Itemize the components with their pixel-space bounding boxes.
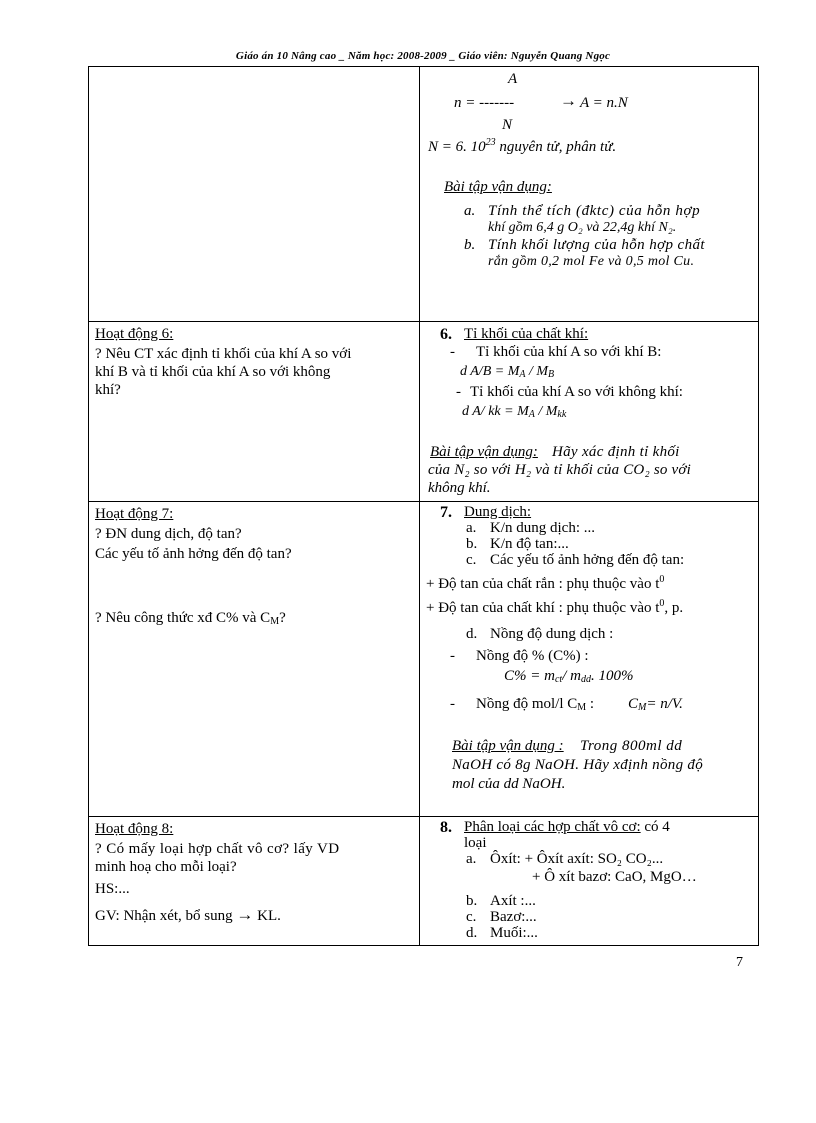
item-d-label: d.	[466, 925, 478, 941]
acid: Axít :...	[490, 893, 536, 909]
exercise-line2: NaOH có 8g NaOH. Hãy xđịnh nồng độ	[452, 757, 704, 773]
exercise-line3: không khí.	[428, 480, 491, 496]
item-b-text: K/n độ tan:...	[490, 536, 569, 552]
activity8-question-line2: minh hoạ cho mỗi loại?	[95, 859, 237, 875]
left-cell-activity8	[89, 817, 420, 946]
right-cell-inorganic	[420, 817, 759, 946]
table-row-mole	[89, 67, 759, 322]
percent-concentration-formula: $C\% = m_{ct}/$ $m_{dd}$. 100%	[504, 668, 634, 685]
activity7-title: Hoạt động 7:	[95, 506, 174, 522]
activity6-title: Hoạt động 6:	[95, 326, 174, 342]
teacher-note: GV: Nhận xét, bổ sung → KL.	[95, 905, 281, 924]
exercise-title: Bài tập vận dụng:	[430, 444, 538, 460]
exercise-b-line2: rắn gồm 0,2 mol Fe và 0,5 mol Cu.	[488, 254, 695, 269]
exercise-a-line2: khí gồm 6,4 g O₂ và 22,4g khí N₂.	[488, 220, 677, 235]
oxide-base: + Ô xít bazơ: CaO, MgO…	[532, 869, 697, 885]
exercise-line1: Hãy xác định tỉ khối	[552, 444, 680, 460]
exercise-line2: của N₂ so với H₂ và tỉ khối của CO₂ so với	[428, 462, 691, 478]
lesson-table	[88, 66, 759, 946]
activity6-question-line1: ? Nêu CT xác định tỉ khối của khí A so với	[95, 346, 352, 362]
molar-concentration-label: Nồng độ mol/l $C_M$ :	[476, 696, 595, 713]
formula-denominator: N	[502, 117, 513, 133]
exercise-title: Bài tập vận dụng:	[444, 179, 552, 195]
page-header: Giáo án 10 Nâng cao _ Năm học: 2008-2009 _ Giáo viên: Nguyễn Quang Ngọc	[235, 50, 611, 62]
percent-concentration-label: Nồng độ % (C%) :	[476, 648, 589, 664]
table-row-solution	[89, 502, 759, 817]
solid-solubility: + Độ tan của chất rắn : phụ thuộc vào $t^0$	[426, 574, 665, 592]
activity6-question-line2: khí B và tỉ khối của khí A so với không	[95, 364, 331, 380]
density-air-formula: d A/ kk = $M_A / M_{kk}$	[462, 404, 567, 420]
activity8-question-line1: ? Có mấy loại hợp chất vô cơ? lấy VD	[95, 841, 340, 857]
exercise-title: Bài tập vận dụng :	[452, 738, 564, 754]
formula-numerator: A	[508, 71, 518, 87]
avogadro-number: N = 6. $10^{23}$ nguyên tử, phân tử.	[428, 137, 617, 155]
activity6-question-line3: khí?	[95, 382, 121, 398]
molar-concentration-formula: $C_M= n/V$.	[628, 696, 683, 713]
section6-number: 6.	[440, 326, 452, 343]
section6-title: Tỉ khối của chất khí:	[464, 326, 589, 342]
activity7-question2: Các yếu tố ảnh hởng đến độ tan?	[95, 546, 292, 562]
section8-title: Phân loại các hợp chất vô cơ: có 4	[464, 819, 670, 835]
left-cell-activity6	[89, 322, 420, 502]
dash: -	[450, 648, 455, 664]
section8-title-line2: loại	[464, 835, 487, 851]
gas-solubility: + Độ tan của chất khí : phụ thuộc vào $t^0$, p.	[426, 598, 684, 616]
left-cell-empty	[89, 67, 420, 322]
exercise-a-label: a.	[464, 203, 476, 219]
salt: Muối:...	[490, 925, 538, 941]
density-ab-label: Tỉ khối của khí A so với khí B:	[476, 344, 662, 360]
item-a-label: a.	[466, 851, 477, 867]
student-answer: HS:...	[95, 881, 130, 897]
page-number: 7	[736, 955, 743, 970]
exercise-line1: Trong 800ml dd	[580, 738, 683, 754]
dash: -	[456, 384, 461, 400]
exercise-line3: mol của dd NaOH.	[452, 776, 566, 792]
item-b-label: b.	[466, 893, 478, 909]
table-row-inorganic	[89, 817, 759, 946]
item-a-text: K/n dung dịch: ...	[490, 520, 595, 536]
dash: -	[450, 696, 455, 712]
item-c-text: Các yếu tố ảnh hởng đến độ tan:	[490, 552, 685, 568]
item-d-label: d.	[466, 626, 478, 642]
right-cell-density	[420, 322, 759, 502]
base: Bazơ:...	[490, 909, 537, 925]
density-air-label: Tỉ khối của khí A so với không khí:	[470, 384, 683, 400]
activity8-title: Hoạt động 8:	[95, 821, 174, 837]
section7-number: 7.	[440, 504, 452, 521]
item-a-label: a.	[466, 520, 477, 536]
right-cell-solution	[420, 502, 759, 817]
left-cell-activity7	[89, 502, 420, 817]
arrow-right-icon: →	[236, 905, 254, 924]
arrow-right-icon: →	[560, 91, 577, 110]
item-c-label: c.	[466, 909, 477, 925]
density-ab-formula: d $A/B = M_A / M_B$	[460, 364, 555, 380]
activity7-question3: ? Nêu công thức xđ C% và $C_M$?	[95, 610, 286, 627]
item-b-label: b.	[466, 536, 478, 552]
exercise-b-line1: Tính khối lượng của hỗn hợp chất	[488, 237, 705, 253]
exercise-b-label: b.	[464, 237, 476, 253]
activity7-question1: ? ĐN dung dịch, độ tan?	[95, 526, 242, 542]
dash: -	[450, 344, 455, 360]
section8-number: 8.	[440, 819, 452, 836]
item-d-text: Nồng độ dung dịch :	[490, 626, 614, 642]
right-cell-mole	[420, 67, 759, 322]
exercise-a-line1: Tính thể tích (đktc) của hỗn hợp	[488, 203, 701, 219]
formula-n: n = -------	[454, 95, 515, 111]
oxide-acid: Ôxít: + Ôxít axít: SO₂ CO₂...	[490, 851, 664, 867]
formula-result: A = n.N	[580, 95, 628, 111]
table-row-density	[89, 322, 759, 502]
section7-title: Dung dịch:	[464, 504, 532, 520]
item-c-label: c.	[466, 552, 477, 568]
